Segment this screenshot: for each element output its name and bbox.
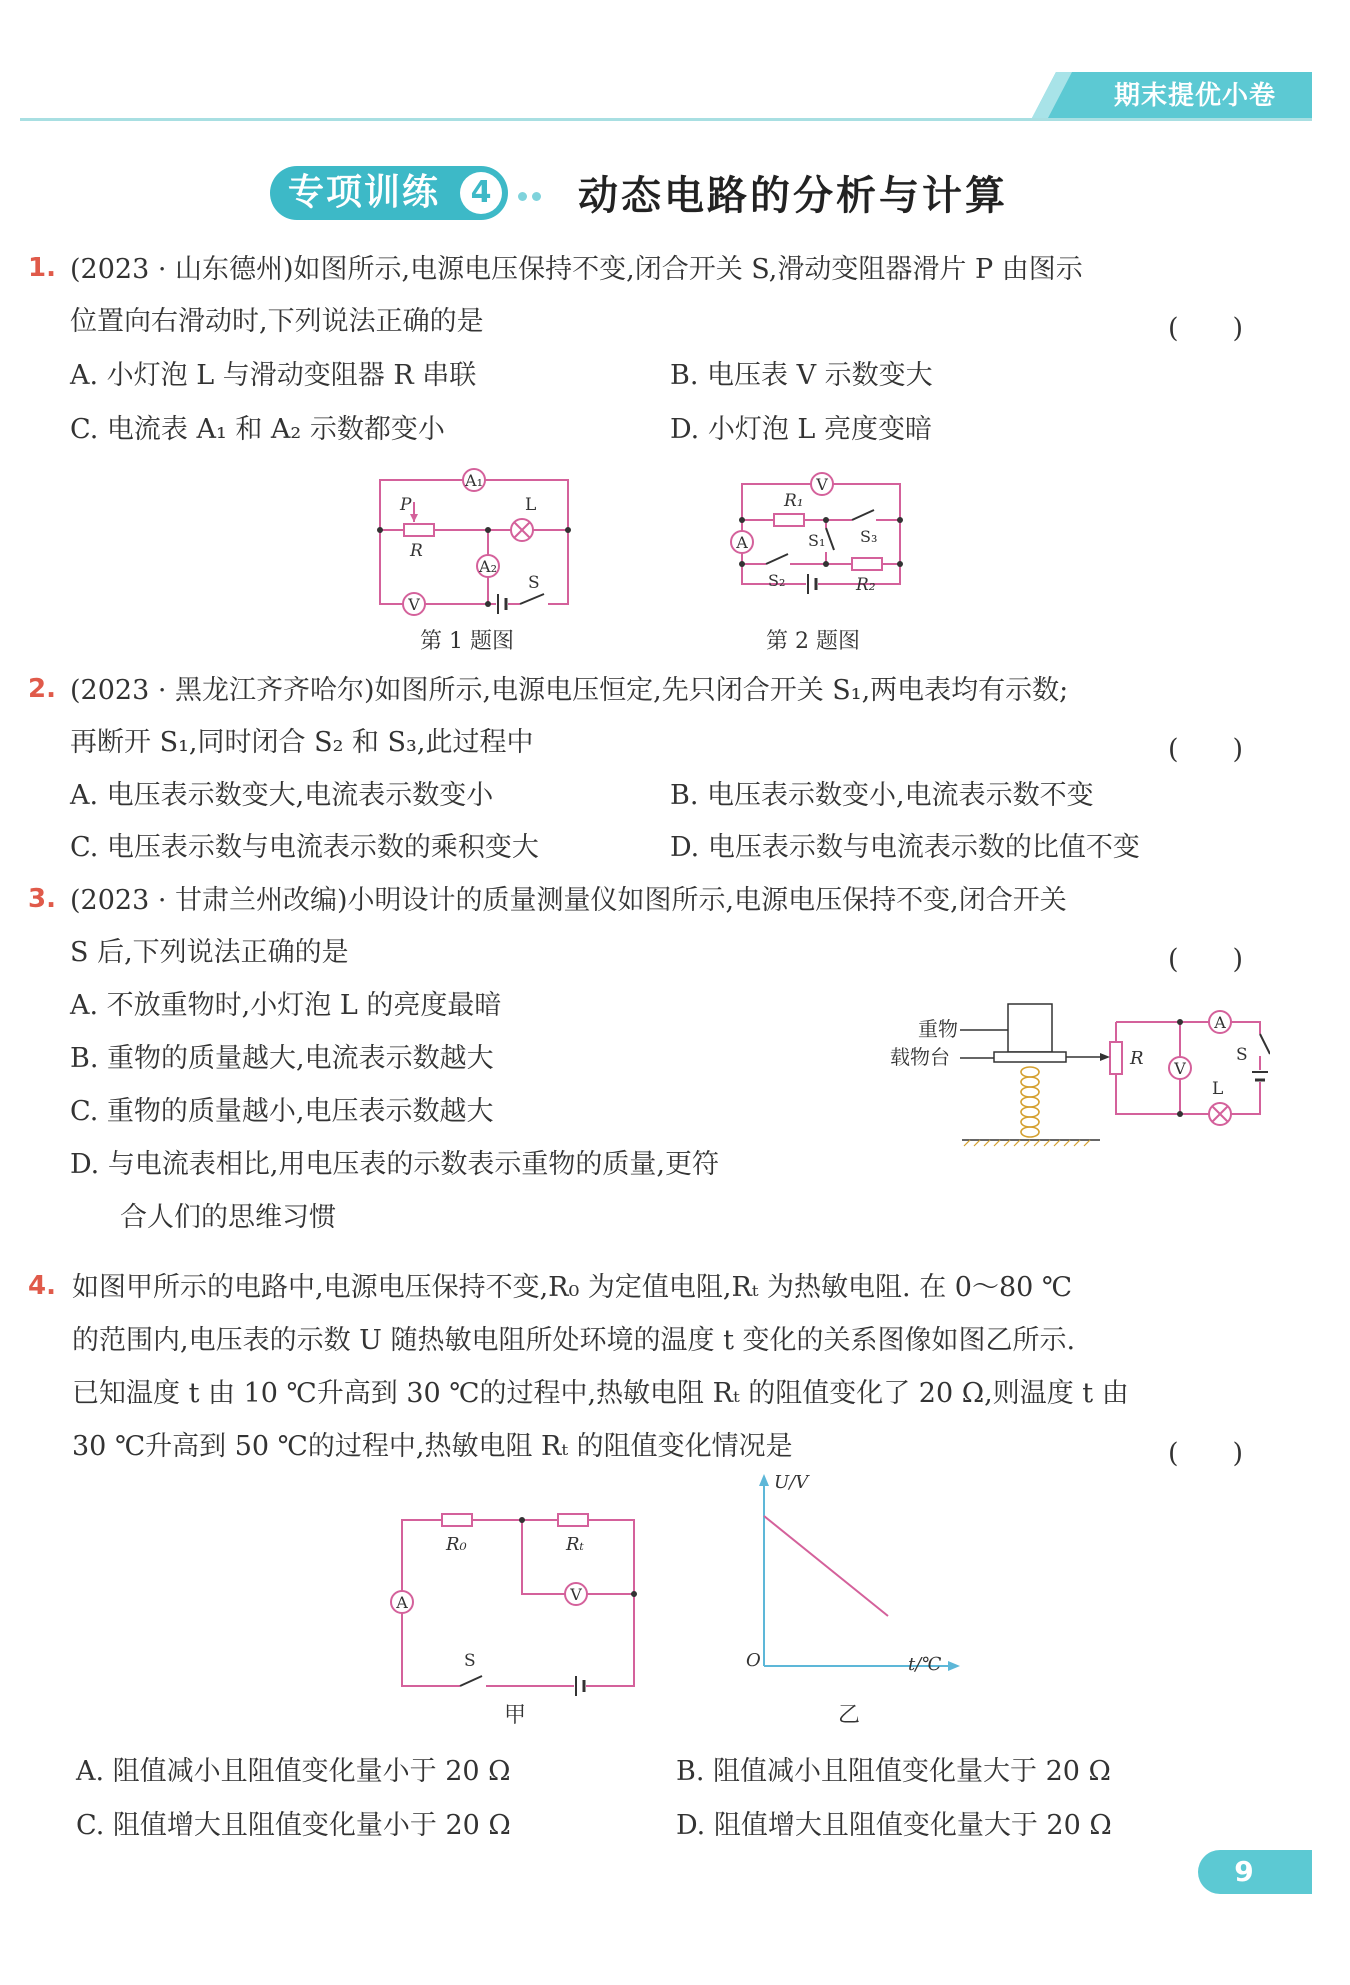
q4-stem-line-2: 的范围内,电压表的示数 U 随热敏电阻所处环境的温度 t 变化的关系图像如图乙所示. xyxy=(72,1325,1076,1356)
header-rule xyxy=(20,118,1312,121)
q3-ammeter-a: A xyxy=(1214,1013,1226,1032)
q4-option-b: B. 阻值减小且阻值变化量大于 20 Ω xyxy=(676,1756,1111,1787)
q4-figure-jia-caption: 甲 xyxy=(504,1703,527,1728)
q1-ammeter-a1: A₁ xyxy=(465,471,483,490)
q1-stem-line-1: (2023 · 山东德州)如图所示,电源电压保持不变,闭合开关 S,滑动变阻器滑片 P 由图示 xyxy=(70,254,1083,285)
q4-stem-line-3: 已知温度 t 由 10 ℃升高到 30 ℃的过程中,热敏电阻 Rₜ 的阻值变化了 20 Ω,则温度 t 由 xyxy=(72,1378,1129,1409)
q4-figure-yi-graph xyxy=(740,1470,970,1690)
q3-number: 3. xyxy=(28,884,56,914)
header-tab-label: 期末提优小卷 xyxy=(1113,81,1276,111)
q4-resistor-r0: R₀ xyxy=(446,1534,467,1555)
q3-resistor-r: R xyxy=(1130,1048,1144,1069)
q3-lamp-label: L xyxy=(1212,1079,1224,1099)
q2-option-a: A. 电压表示数变大,电流表示数变小 xyxy=(70,780,494,811)
q4-graph-x-label: t/℃ xyxy=(908,1654,942,1675)
q1-option-b: B. 电压表 V 示数变大 xyxy=(670,360,933,391)
title-badge-label: 专项训练 xyxy=(288,172,441,213)
q2-switch-s3: S₃ xyxy=(860,527,878,546)
q4-ammeter-a: A xyxy=(396,1593,408,1612)
q4-switch-s: S xyxy=(464,1651,476,1671)
q4-option-c: C. 阻值增大且阻值变化量小于 20 Ω xyxy=(76,1810,511,1841)
q4-stem-line-1: 如图甲所示的电路中,电源电压保持不变,R₀ 为定值电阻,Rₜ 为热敏电阻. 在 0～80 ℃ xyxy=(72,1272,1073,1303)
q3-platform-label: 载物台 xyxy=(890,1045,950,1069)
q2-figure-caption: 第 2 题图 xyxy=(766,629,860,654)
q4-answer-bracket: ( ) xyxy=(1168,1438,1244,1469)
q4-stem-line-4: 30 ℃升高到 50 ℃的过程中,热敏电阻 Rₜ 的阻值变化情况是 xyxy=(72,1431,793,1462)
title-badge-number: 4 xyxy=(460,172,502,214)
q2-ammeter-a: A xyxy=(736,533,748,552)
q3-option-a: A. 不放重物时,小灯泡 L 的亮度最暗 xyxy=(70,990,502,1021)
q1-option-a: A. 小灯泡 L 与滑动变阻器 R 串联 xyxy=(70,360,477,391)
q1-number: 1. xyxy=(28,253,56,283)
q1-lamp-label: L xyxy=(525,495,537,515)
q4-option-a: A. 阻值减小且阻值变化量小于 20 Ω xyxy=(76,1756,511,1787)
q3-option-d-line-2: 合人们的思维习惯 xyxy=(120,1202,336,1233)
q3-switch-s: S xyxy=(1236,1045,1248,1065)
q4-graph-line xyxy=(764,1516,888,1616)
q1-answer-bracket: ( ) xyxy=(1168,313,1244,344)
q1-option-d: D. 小灯泡 L 亮度变暗 xyxy=(670,414,932,445)
q3-spring xyxy=(1021,1067,1039,1137)
q4-number: 4. xyxy=(28,1271,56,1301)
q1-switch-s: S xyxy=(528,573,540,593)
q3-answer-bracket: ( ) xyxy=(1168,944,1244,975)
q2-resistor-r1: R₁ xyxy=(784,491,804,511)
q1-circuit-figure xyxy=(370,462,580,622)
title-dots xyxy=(518,186,546,205)
q3-scale-circuit-figure xyxy=(890,990,1270,1170)
q2-circuit-figure xyxy=(722,464,922,624)
q2-voltmeter-v: V xyxy=(816,475,828,494)
q1-voltmeter-v: V xyxy=(408,595,420,614)
q4-option-d: D. 阻值增大且阻值变化量大于 20 Ω xyxy=(676,1810,1112,1841)
q4-graph-y-label: U/V xyxy=(774,1472,809,1493)
q2-answer-bracket: ( ) xyxy=(1168,734,1244,765)
q3-stem-line-1: (2023 · 甘肃兰州改编)小明设计的质量测量仪如图所示,电源电压保持不变,闭合开关 xyxy=(70,885,1067,916)
q4-graph-origin: O xyxy=(746,1650,761,1671)
q2-number: 2. xyxy=(28,674,56,704)
q4-voltmeter-v: V xyxy=(570,1585,582,1604)
q3-stem-line-2: S 后,下列说法正确的是 xyxy=(70,937,349,968)
q1-figure-caption: 第 1 题图 xyxy=(420,629,514,654)
q3-option-c: C. 重物的质量越小,电压表示数越大 xyxy=(70,1096,494,1127)
page-title: 动态电路的分析与计算 xyxy=(578,173,1008,219)
q3-option-d-line-1: D. 与电流表相比,用电压表的示数表示重物的质量,更符 xyxy=(70,1149,720,1180)
q2-switch-s1: S₁ xyxy=(808,531,826,550)
q2-stem-line-2: 再断开 S₁,同时闭合 S₂ 和 S₃,此过程中 xyxy=(70,727,534,758)
q3-voltmeter-v: V xyxy=(1174,1059,1186,1078)
q2-option-d: D. 电压表示数与电流表示数的比值不变 xyxy=(670,832,1140,863)
q4-figure-yi-caption: 乙 xyxy=(838,1703,861,1728)
q2-resistor-r2: R₂ xyxy=(856,575,876,595)
q3-weight-label: 重物 xyxy=(918,1017,958,1041)
title-badge xyxy=(270,166,508,220)
q2-option-c: C. 电压表示数与电流表示数的乘积变大 xyxy=(70,832,539,863)
q2-switch-s2: S₂ xyxy=(768,571,786,590)
page-number: 9 xyxy=(1234,1855,1254,1888)
q1-option-c: C. 电流表 A₁ 和 A₂ 示数都变小 xyxy=(70,414,445,445)
q4-resistor-rt: Rₜ xyxy=(566,1534,584,1555)
q2-option-b: B. 电压表示数变小,电流表示数不变 xyxy=(670,780,1094,811)
q1-ammeter-a2: A₂ xyxy=(479,557,497,576)
q3-option-b: B. 重物的质量越大,电流表示数越大 xyxy=(70,1043,494,1074)
q2-stem-line-1: (2023 · 黑龙江齐齐哈尔)如图所示,电源电压恒定,先只闭合开关 S₁,两电表均有示数; xyxy=(70,675,1069,706)
q1-rheostat-r: R xyxy=(410,541,423,561)
q1-stem-line-2: 位置向右滑动时,下列说法正确的是 xyxy=(70,306,484,337)
q1-slider-p: P xyxy=(400,495,412,515)
